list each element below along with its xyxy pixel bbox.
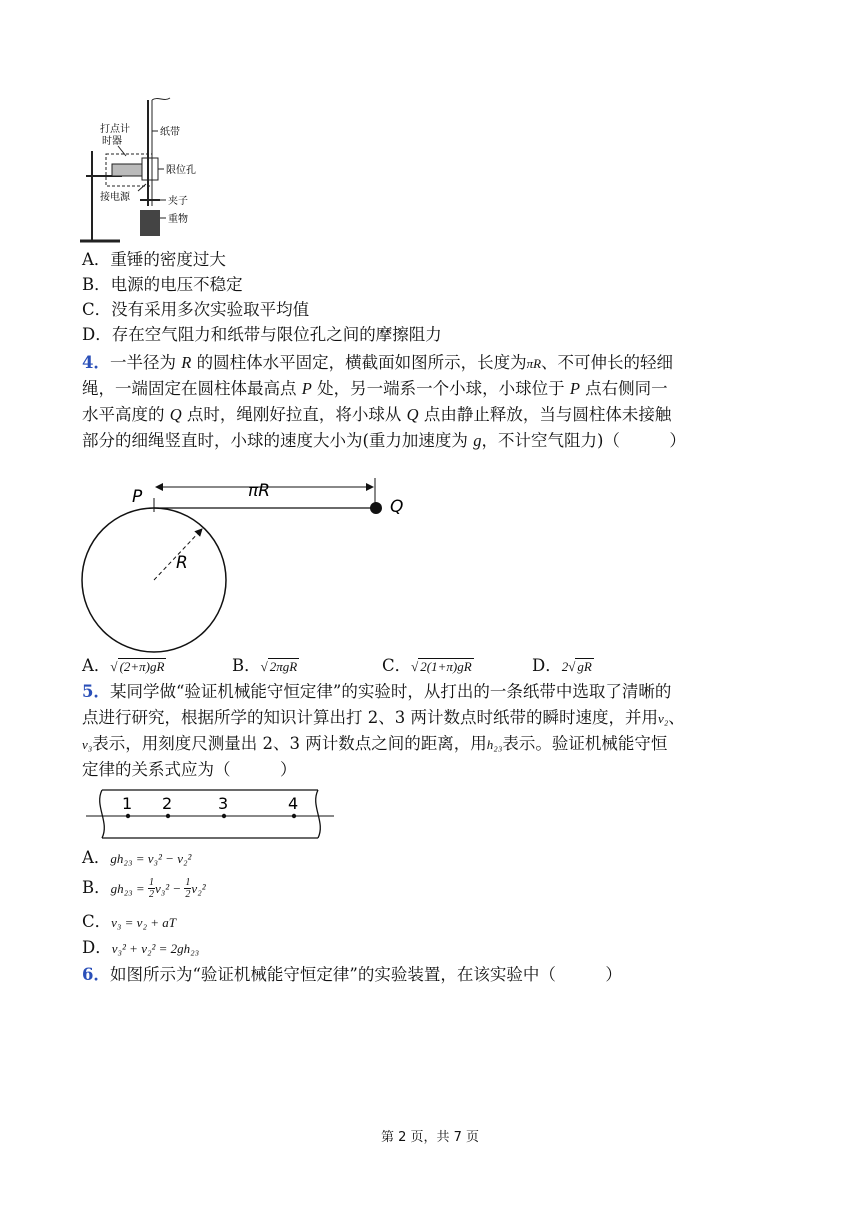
label-hole: 限位孔 bbox=[166, 165, 196, 176]
q3-option-d: D．存在空气阻力和纸带与限位孔之间的摩擦阻力 bbox=[82, 325, 442, 344]
q4-line-3: 水平高度的 Q 点时，绳刚好拉直，将小球从 Q 点由静止释放，当与圆柱体未接触 bbox=[82, 405, 672, 424]
tape-point-1 bbox=[126, 814, 130, 818]
apparatus-figure bbox=[78, 96, 228, 246]
q4-line-1: 4．一半径为 R 的圆柱体水平固定，横截面如图所示，长度为πR、不可伸长的轻细 bbox=[82, 353, 674, 372]
label-clip: 夹子 bbox=[168, 196, 188, 207]
q4-option-c: C．√ 2(1+π)gR bbox=[382, 656, 472, 675]
label-power: 接电源 bbox=[100, 192, 130, 203]
q5-option-b: B．gh₂₃ = $\frac{1}{2}$ v₃² − $\frac{1}{2}$ v₂² bbox=[82, 877, 206, 900]
q5-line-3: v₃表示，用刻度尺测量出 2、3 两计数点之间的距离，用h₂₃表示。验证机械能守恒 bbox=[82, 734, 668, 753]
label-tape: 纸带 bbox=[160, 127, 180, 138]
q4-option-a: A．√ (2+π)gR bbox=[82, 656, 165, 675]
tape-label-3: 3 bbox=[218, 794, 229, 813]
label-p: P bbox=[132, 487, 143, 507]
label-timer-2: 时器 bbox=[102, 136, 122, 147]
q4-option-b: B．√ 2πgR bbox=[232, 656, 298, 675]
q5-option-d: D．v₃² + v₂² = 2gh₂₃ bbox=[82, 938, 200, 957]
tape-point-3 bbox=[222, 814, 226, 818]
q4-cylinder-figure bbox=[78, 474, 428, 654]
tape-label-2: 2 bbox=[162, 794, 173, 813]
label-timer-1: 打点计 bbox=[100, 124, 130, 135]
tape-point-2 bbox=[166, 814, 170, 818]
label-r: R bbox=[176, 553, 188, 573]
q5-option-c: C．v₃ = v₂ + aT bbox=[82, 912, 176, 931]
tape-label-1: 1 bbox=[122, 794, 133, 813]
q6-line-1: 6．如图所示为“验证机械能守恒定律”的实验装置，在该实验中（ ） bbox=[82, 965, 622, 984]
q5-line-2: 点进行研究，根据所学的知识计算出打 2、3 两计数点时纸带的瞬时速度，并用v₂、 bbox=[82, 708, 685, 727]
ball bbox=[370, 502, 382, 514]
q3-option-b: B．电源的电压不稳定 bbox=[82, 275, 243, 294]
q4-line-4: 部分的细绳竖直时，小球的速度大小为(重力加速度为 g，不计空气阻力)（ ） bbox=[82, 431, 686, 450]
q4-line-2: 绳，一端固定在圆柱体最高点 P 处，另一端系一个小球，小球位于 P 点右侧同一 bbox=[82, 379, 668, 398]
tape-point-4 bbox=[292, 814, 296, 818]
q5-line-4: 定律的关系式应为（ ） bbox=[82, 760, 297, 779]
label-pi-r: πR bbox=[248, 481, 271, 501]
q5-tape-figure bbox=[82, 786, 342, 842]
q3-option-c: C．没有采用多次实验取平均值 bbox=[82, 300, 310, 319]
tape-label-4: 4 bbox=[288, 794, 299, 813]
q4-option-d: D．2√ gR bbox=[532, 656, 592, 675]
label-weight: 重物 bbox=[168, 214, 188, 225]
q5-line-1: 5．某同学做“验证机械能守恒定律”的实验时，从打出的一条纸带中选取了清晰的 bbox=[82, 682, 672, 701]
q5-option-a: A．gh₂₃ = v₃² − v₂² bbox=[82, 848, 192, 867]
label-q: Q bbox=[390, 497, 404, 517]
q3-option-a: A．重锤的密度过大 bbox=[82, 250, 226, 269]
page-footer: 第 2 页，共 7 页 bbox=[380, 1130, 480, 1145]
